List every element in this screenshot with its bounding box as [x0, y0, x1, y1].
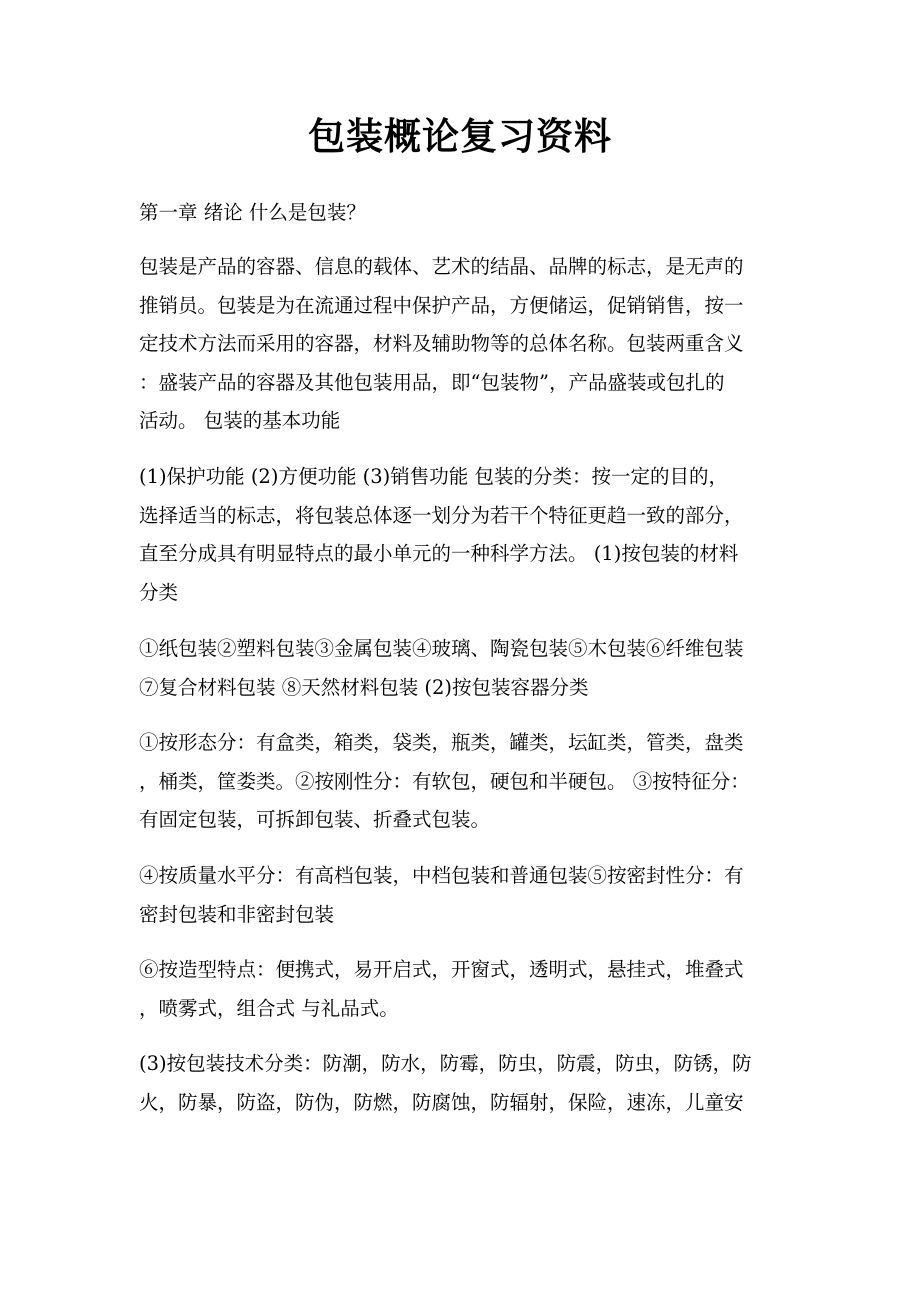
text-line: ⑦复合材料包装 ⑧天然材料包装 (2)按包装容器分类: [139, 675, 589, 699]
paragraph-definition: [139, 248, 784, 441]
paragraph-material-types: [139, 630, 784, 707]
paragraph-functions-classification: [139, 458, 784, 612]
paragraph-technique-types: [139, 1045, 784, 1122]
text-line: ①按形态分：有盒类，箱类，袋类，瓶类，罐类，坛缸类，管类，盘类: [139, 731, 744, 754]
text-line: ，桶类，筐娄类。②按刚性分：有软包，硬包和半硬包。 ③按特征分：: [139, 769, 750, 793]
text-line: 火，防暴，防盗，防伪，防燃，防腐蚀，防辐射，保险，速冻，儿童安: [139, 1090, 744, 1114]
text-line: 推销员。包装是为在流通过程中保护产品，方便储运，促销销售，按一: [139, 293, 744, 317]
text-line: (3)按包装技术分类：防潮，防水，防霉，防虫，防震，防虫，防锈，防: [139, 1052, 752, 1075]
text-line: 有固定包装，可拆卸包装、折叠式包装。: [139, 808, 491, 831]
text-line: ④按质量水平分：有高档包装，中档包装和普通包装⑤按密封性分：有: [139, 864, 744, 887]
text-line: 分类: [139, 580, 179, 604]
text-line: ①纸包装②塑料包装③金属包装④玻璃、陶瓷包装⑤木包装⑥纤维包装: [139, 637, 744, 660]
text-line: ，喷雾式，组合式 与礼品式。: [139, 996, 399, 1020]
text-line: 定技术方法而采用的容器，材料及辅助物等的总体名称。包装两重含义: [139, 332, 744, 355]
paragraph-chapter-heading: [139, 194, 784, 233]
text-line: ⑥按造型特点：便携式，易开启式，开窗式，透明式，悬挂式，堆叠式: [139, 958, 744, 981]
text-line: 直至分成具有明显特点的最小单元的一种科学方法。 (1)按包装的材料: [139, 542, 739, 565]
text-line: 密封包装和非密封包装: [139, 902, 335, 926]
paragraph-container-types: [139, 724, 784, 840]
text-line: 第一章 绪论 什么是包装？: [139, 201, 366, 224]
text-line: 选择适当的标志，将包装总体逐一划分为若干个特征更趋一致的部分，: [139, 503, 744, 527]
paragraph-quality-sealing: [139, 857, 784, 934]
text-line: (1)保护功能 (2)方便功能 (3)销售功能 包装的分类：按一定的目的，: [139, 465, 728, 488]
text-line: 活动。 包装的基本功能: [139, 409, 341, 432]
text-line: 包装是产品的容器、信息的载体、艺术的结晶、品牌的标志，是无声的: [139, 255, 744, 278]
paragraph-shape-features: [139, 951, 784, 1028]
text-line: ：盛装产品的容器及其他包装用品，即“包装物”，产品盛装或包扎的: [139, 370, 725, 394]
document-title: 包装概论复习资料: [308, 114, 612, 158]
